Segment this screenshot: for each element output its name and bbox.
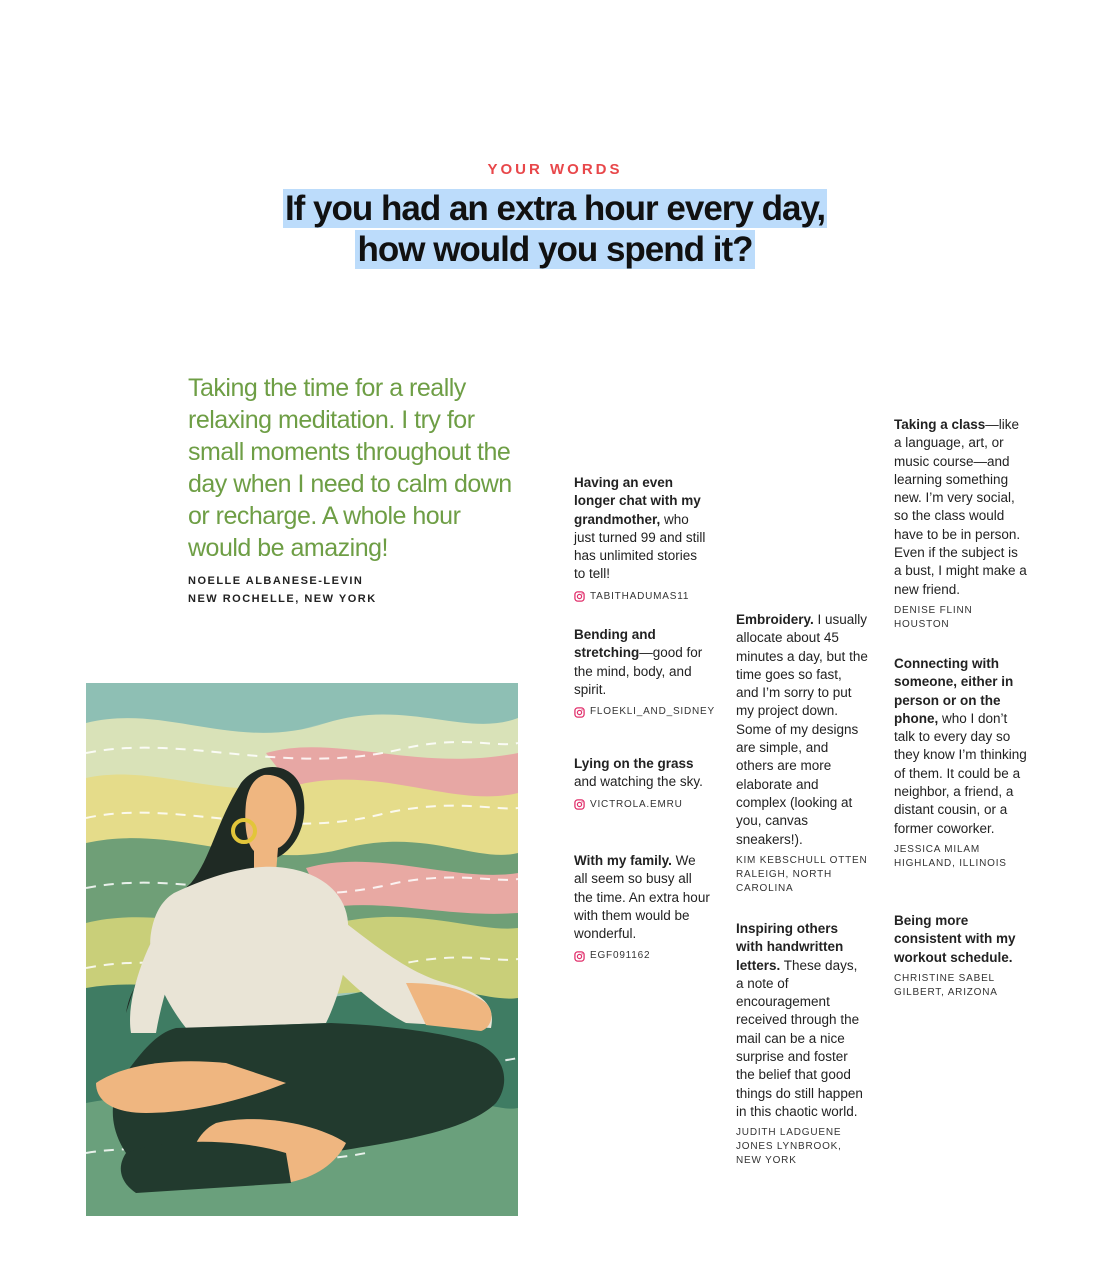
answer-lead: With my family. (574, 853, 672, 868)
handle-row (574, 947, 710, 965)
answer-body: who I don’t talk to every day so they know I’m thinking of them. It could be a neighbor, a friend, a distant cousin, or a former coworker. (894, 710, 1027, 836)
instagram-handle: FLOEKLI_AND_SIDNEY (590, 706, 715, 718)
instagram-icon (574, 799, 585, 810)
illustration-artwork (86, 683, 518, 1216)
answer-body: —like a language, art, or music course—and learning something new. I’m very social, so the class would have to be in person. Even if the subject is a bust, I might make a new friend. (894, 417, 1027, 597)
pull-quote: Taking the time for a really relaxing meditation. I try for small moments throughout the day when I need to calm down or recharge. A whole hour would be amazing! (188, 374, 512, 562)
section-kicker: YOUR WORDS (487, 161, 623, 178)
instagram-handle: EGF091162 (590, 950, 651, 962)
answer-credit: JUDITH LADGUENE JONES LYNBROOK, NEW YORK (736, 1127, 842, 1167)
answer-item (894, 416, 1028, 632)
answer-lead: Connecting with someone, either in person or on the phone, (894, 656, 1014, 726)
answer-lead: Being more consistent with my workout schedule. (894, 913, 1016, 965)
pull-quote-credit-name: NOELLE ALBANESE-LEVIN (188, 575, 364, 587)
handle-row (574, 588, 710, 606)
instagram-handle: VICTROLA.EMRU (590, 798, 683, 810)
answer-body: I usually allocate about 45 minutes a day, but the time goes so fast, and I’m sorry to put my project down. Some of my designs are simple, and others are more elaborate and complex (looking at you, canvas sneakers!). (736, 612, 868, 847)
answer-item (894, 655, 1028, 871)
handle-row (574, 796, 710, 814)
answer-lead: Taking a class (894, 417, 986, 432)
answer-item (574, 626, 715, 721)
headline-line-2: how would you spend it? (357, 230, 753, 269)
instagram-icon (574, 707, 585, 718)
meditation-illustration (86, 683, 518, 1216)
answer-credit: JESSICA MILAM HIGHLAND, ILLINOIS (894, 843, 1007, 869)
answer-lead: Inspiring others with handwritten letters. (736, 921, 844, 973)
answer-item (574, 474, 710, 606)
answer-lead: Lying on the grass (574, 756, 694, 771)
answer-body: These days, a note of encouragement received through the mail can be a nice surprise and foster the belief that good things do still happen in this chaotic world. (736, 957, 863, 1119)
answer-body: and watching the sky. (574, 774, 703, 790)
answer-credit: KIM KEBSCHULL OTTEN RALEIGH, NORTH CAROLINA (736, 854, 868, 894)
instagram-handle: TABITHADUMAS11 (590, 590, 690, 602)
answer-item (894, 912, 1028, 1000)
answer-item (574, 755, 710, 814)
headline (0, 188, 1110, 270)
headline-line-1: If you had an extra hour every day, (284, 189, 826, 228)
instagram-icon (574, 951, 585, 962)
answer-lead: Bending and stretching (574, 627, 656, 661)
pull-quote-credit-place: NEW ROCHELLE, NEW YORK (188, 593, 377, 605)
answer-credit: CHRISTINE SABEL GILBERT, ARIZONA (894, 972, 998, 998)
instagram-icon (574, 591, 585, 602)
answer-credit: DENISE FLINN HOUSTON (894, 604, 973, 630)
answer-item (736, 920, 868, 1168)
handle-row (574, 703, 715, 721)
answer-lead: Having an even longer chat with my grandmother, (574, 475, 701, 527)
pull-quote-credit (188, 572, 508, 608)
answer-item (574, 852, 710, 966)
answer-body: We all seem so busy all the time. An extra hour with them would be wonderful. (574, 853, 710, 942)
answer-item (736, 611, 868, 896)
answer-body: —good for the mind, body, and spirit. (574, 645, 703, 697)
answer-body: who just turned 99 and still has unlimited stories to tell! (574, 511, 706, 582)
answer-lead: Embroidery. (736, 612, 814, 627)
